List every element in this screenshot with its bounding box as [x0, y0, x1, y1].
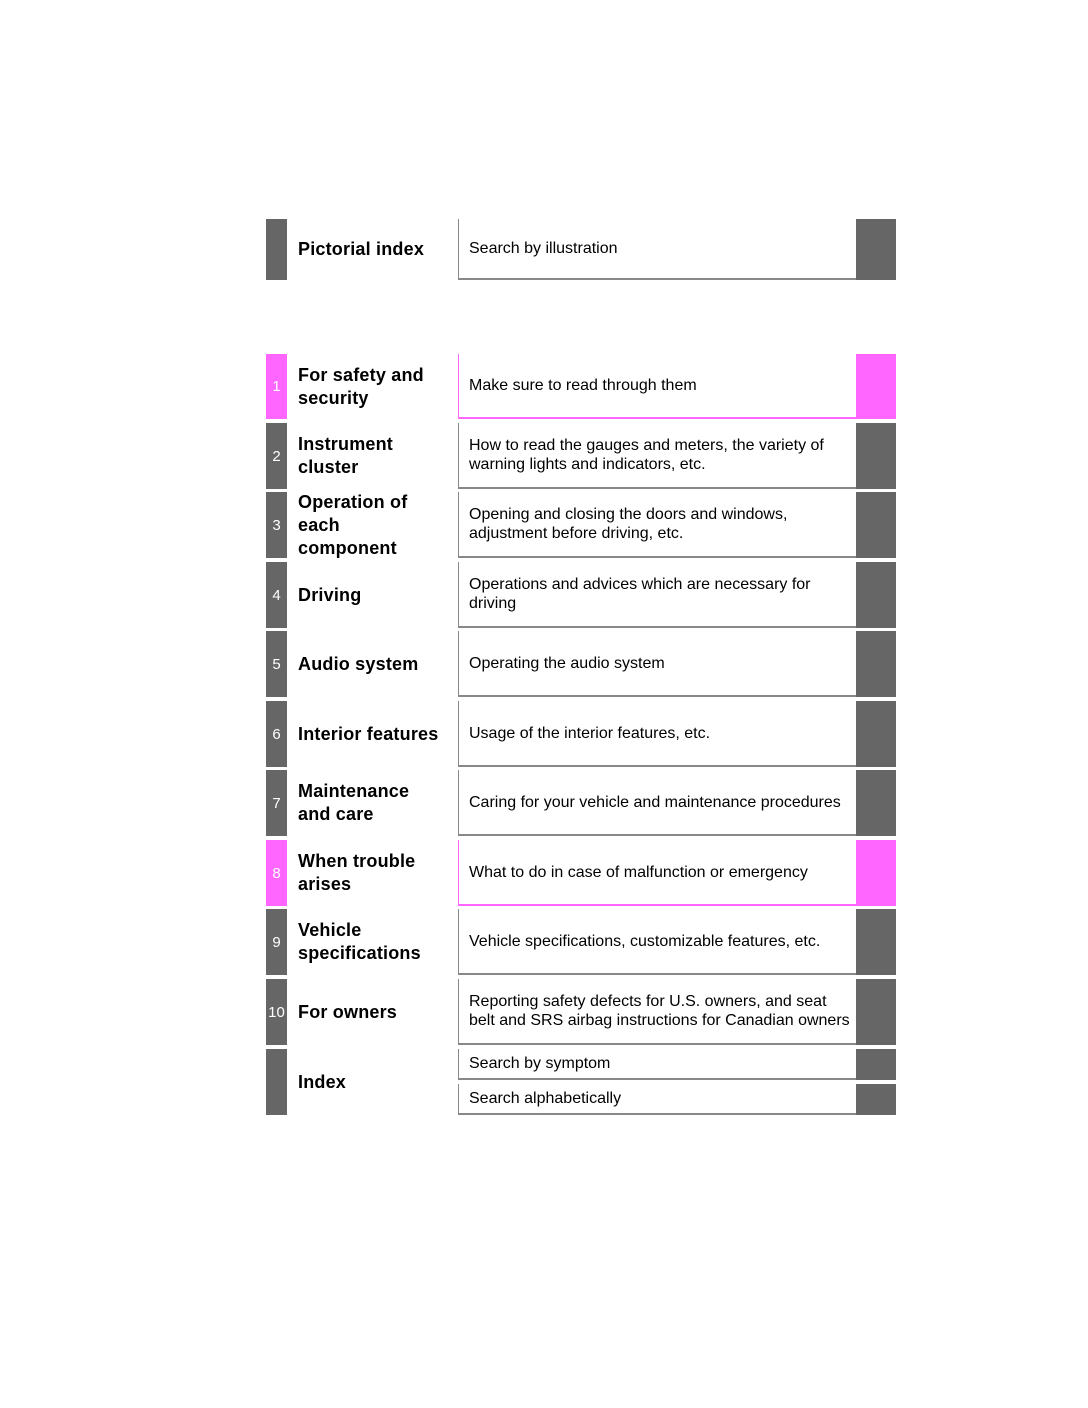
chapter-number: 3 [266, 492, 287, 558]
chapter-description: Vehicle specifications, customizable features, etc. [458, 909, 856, 975]
index-row [266, 1049, 896, 1115]
chapter-edge-tab [856, 492, 896, 558]
chapter-description: Opening and closing the doors and windows, adjustment before driving, etc. [458, 492, 856, 558]
chapter-edge-tab [856, 701, 896, 767]
chapter-title: Vehicle specifications [298, 920, 421, 963]
chapter-description: How to read the gauges and meters, the variety of warning lights and indicators, etc. [458, 423, 856, 489]
chapter-number: 6 [266, 701, 287, 767]
chapter-description: Caring for your vehicle and maintenance procedures [458, 770, 856, 836]
chapter-row-10[interactable] [266, 979, 896, 1045]
chapter-number: 8 [266, 840, 287, 906]
chapter-number: 4 [266, 562, 287, 628]
chapter-title: For safety and security [298, 364, 424, 408]
index-edge-tab [856, 1084, 896, 1115]
index-item-label: Search alphabetically [458, 1084, 856, 1115]
chapter-description: Usage of the interior features, etc. [458, 701, 856, 767]
chapter-edge-tab [856, 562, 896, 628]
index-item-label: Search by symptom [458, 1049, 856, 1080]
chapter-row-4[interactable] [266, 562, 896, 628]
pictorial-index-row[interactable] [266, 219, 896, 280]
chapter-edge-tab [856, 770, 896, 836]
chapter-title: When trouble arises [298, 851, 416, 894]
chapter-number: 10 [266, 979, 287, 1045]
chapter-edge-tab [856, 354, 896, 419]
index-edge-tab [856, 1049, 896, 1080]
chapter-description: What to do in case of malfunction or emergency [458, 840, 856, 906]
index-title: Index [298, 1071, 347, 1092]
chapter-edge-tab [856, 840, 896, 906]
chapter-title: Audio system [298, 653, 419, 674]
chapter-edge-tab [856, 909, 896, 975]
chapter-row-3[interactable] [266, 492, 896, 558]
pictorial-index-description: Search by illustration [458, 219, 856, 280]
chapter-edge-tab [856, 631, 896, 697]
chapter-title: Interior features [298, 723, 439, 744]
chapter-title: Maintenance and care [298, 781, 410, 824]
chapter-row-9[interactable] [266, 909, 896, 975]
index-item-symptom[interactable] [458, 1049, 896, 1080]
chapter-row-7[interactable] [266, 770, 896, 836]
chapter-row-2[interactable] [266, 423, 896, 489]
chapter-row-6[interactable] [266, 701, 896, 767]
chapter-number: 5 [266, 631, 287, 697]
chapter-number: 9 [266, 909, 287, 975]
index-item-alphabetical[interactable] [458, 1084, 896, 1115]
chapter-description: Reporting safety defects for U.S. owners, and seat belt and SRS airbag instructions for Canadian owners [458, 979, 856, 1045]
chapter-title: For owners [298, 1001, 398, 1022]
pictorial-index-edge-tab [856, 219, 896, 280]
chapter-description: Operations and advices which are necessary for driving [458, 562, 856, 628]
chapter-number: 1 [266, 354, 287, 419]
pictorial-index-tab [266, 219, 287, 280]
chapter-row-8[interactable] [266, 840, 896, 906]
chapter-edge-tab [856, 423, 896, 489]
chapter-title: Driving [298, 584, 362, 605]
pictorial-index-title: Pictorial index [298, 239, 425, 259]
chapter-number: 7 [266, 770, 287, 836]
chapter-description: Make sure to read through them [458, 354, 856, 419]
chapter-row-5[interactable] [266, 631, 896, 697]
chapter-edge-tab [856, 979, 896, 1045]
chapter-row-1[interactable] [266, 354, 896, 419]
chapter-number: 2 [266, 423, 287, 489]
chapter-title: Operation of each component [298, 491, 408, 558]
chapter-title: Instrument cluster [298, 434, 394, 477]
index-tab [266, 1049, 287, 1115]
chapter-description: Operating the audio system [458, 631, 856, 697]
